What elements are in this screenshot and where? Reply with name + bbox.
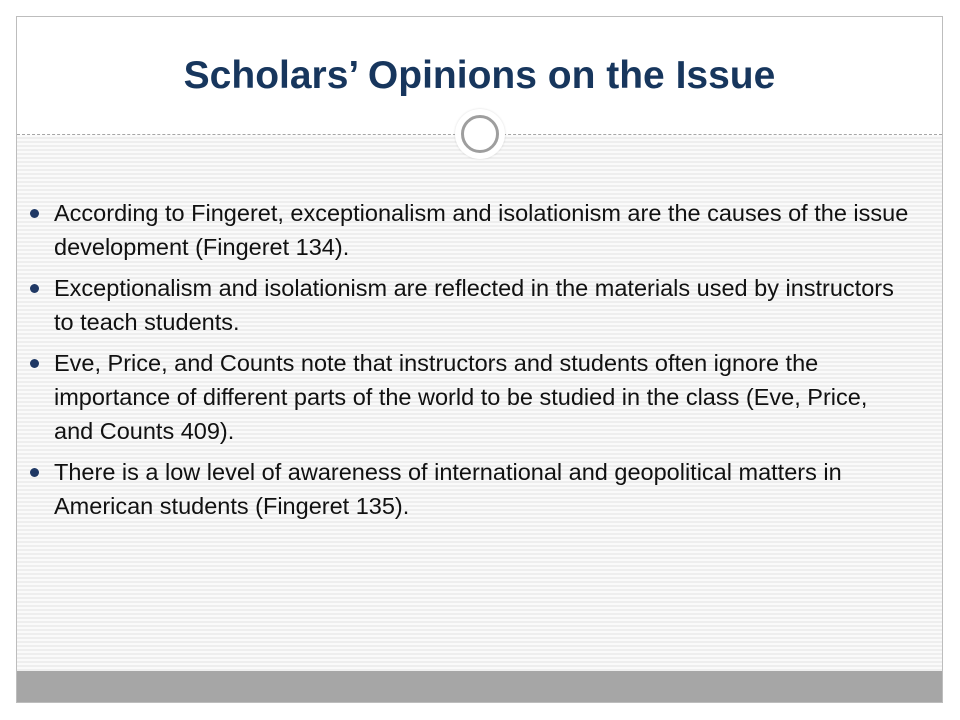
bullet-text: Exceptionalism and isolationism are reflected in the materials used by instructors to teach students.: [54, 275, 894, 335]
bullet-item: [30, 346, 910, 448]
bullet-text: There is a low level of awareness of international and geopolitical matters in American students (Fingeret 135).: [54, 459, 842, 519]
bullet-text: Eve, Price, and Counts note that instructors and students often ignore the importance of different parts of the world to be studied in the class (Eve, Price, and Counts 409).: [54, 350, 868, 444]
bullet-dot-icon: [30, 284, 39, 293]
bullet-dot-icon: [30, 468, 39, 477]
bullet-list: [30, 196, 910, 530]
bullet-item: [30, 196, 910, 264]
slide-title: Scholars’ Opinions on the Issue: [183, 54, 776, 97]
bullet-item: [30, 271, 910, 339]
footer-bar: [17, 671, 942, 703]
bullet-dot-icon: [30, 359, 39, 368]
bullet-text: According to Fingeret, exceptionalism and isolationism are the causes of the issue development (Fingeret 134).: [54, 200, 909, 260]
ring-icon: [455, 109, 505, 159]
bullet-item: [30, 455, 910, 523]
bullet-dot-icon: [30, 209, 39, 218]
